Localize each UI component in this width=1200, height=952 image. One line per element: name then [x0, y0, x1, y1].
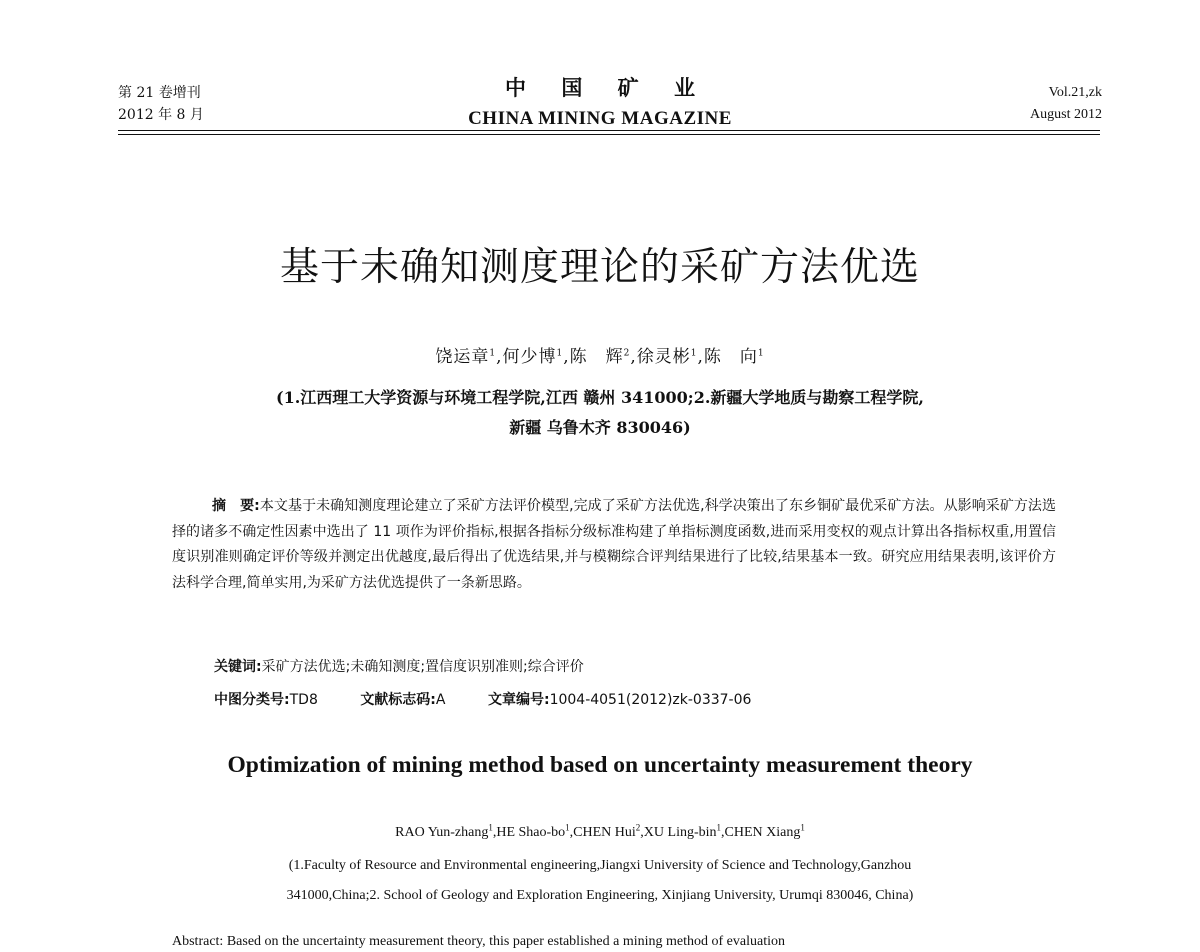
- article-no-value: 1004-4051(2012)zk-0337-06: [549, 692, 752, 708]
- date-cn: 2012 年 8 月: [118, 107, 204, 123]
- keywords-label: 关键词:: [214, 659, 262, 675]
- header-right: [1030, 82, 1102, 126]
- author-affil-mark: 1: [488, 822, 493, 833]
- keywords: [214, 656, 584, 676]
- author-affil-mark: 1: [716, 822, 722, 833]
- author-en: ,XU Ling-bin: [640, 825, 717, 840]
- author-affil-mark: 1: [565, 822, 570, 833]
- classification: [214, 689, 789, 709]
- author-affil-mark: 1: [489, 348, 497, 359]
- author: 饶运章: [435, 347, 490, 367]
- author-affil-mark: 1: [800, 822, 805, 833]
- author-en: ,CHEN Hui: [569, 825, 636, 840]
- affiliation-en-line: 341000,China;2. School of Geology and Exploration Engineering, Xinjiang University, Urumqi 830046, China): [286, 888, 914, 903]
- author: 徐灵彬: [636, 347, 691, 367]
- paper-title-en: Optimization of mining method based on uncertainty measurement theory: [227, 752, 973, 778]
- abstract-en-partial: Abstract: Based on the uncertainty measurement theory, this paper established a mining method of evaluation: [172, 934, 785, 949]
- keywords-text: 采矿方法优选;未确知测度;置信度识别准则;综合评价: [261, 659, 584, 675]
- volume-cn: 第 21 卷增刊: [118, 85, 201, 101]
- author-en: ,CHEN Xiang: [721, 825, 801, 840]
- author-en: RAO Yun-zhang: [395, 825, 489, 840]
- doc-code-label: 文献标志码:: [360, 692, 436, 708]
- author-affil-mark: 1: [690, 348, 698, 359]
- abstract-label: 摘 要:: [212, 498, 260, 514]
- author-affil-mark: 2: [623, 348, 631, 359]
- header-center: [0, 72, 1200, 130]
- header-rule-thin: [118, 134, 1100, 135]
- article-no-label: 文章编号:: [487, 692, 550, 708]
- author: 陈 向: [703, 347, 758, 367]
- paper-title-cn: 基于未确知测度理论的采矿方法优选: [279, 245, 920, 290]
- author-affil-mark: 2: [635, 822, 641, 833]
- header-rule-thick: [118, 130, 1100, 131]
- author-en: ,HE Shao-bo: [492, 825, 566, 840]
- abstract-text: 本文基于未确知测度理论建立了采矿方法评价模型,完成了采矿方法优选,科学决策出了东乡铜矿最优采矿方法。从影响采矿方法选择的诸多不确定性因素中选出了 11 项作为评价指标,根据各指标分级标准构建了单指标测度函数,进而采用变权的观点计算出各指标权重,用置信度识别准则确定评价等级并测定出优越度,最后得出了优选结果,并与模糊综合评判结果进行了比较,结果基本一致。研究应用结果表明,该评价方法科学合理,简单实用,为采矿方法优选提供了一条新思路。: [172, 498, 1056, 591]
- affiliation-en-line: (1.Faculty of Resource and Environmental engineering,Jiangxi University of Science and Technology,Ganzhou: [288, 858, 912, 873]
- author-affil-mark: 1: [757, 348, 765, 359]
- doc-code-value: A: [435, 692, 446, 708]
- affiliation-cn-line: 新疆 乌鲁木齐 830046): [509, 418, 691, 437]
- abstract-cn: [172, 494, 1056, 596]
- journal-name-cn: 中 国 矿 业: [505, 76, 709, 100]
- affiliation-cn-line: (1.江西理工大学资源与环境工程学院,江西 赣州 341000;2.新疆大学地质与勘察工程学院,: [276, 388, 924, 407]
- date-en: August 2012: [1030, 107, 1102, 122]
- journal-name-en: CHINA MINING MAGAZINE: [468, 108, 732, 129]
- clc-value: TD8: [289, 692, 318, 708]
- author: 何少博: [502, 347, 557, 367]
- volume-en: Vol.21,zk: [1048, 85, 1102, 100]
- author-affil-mark: 1: [556, 348, 564, 359]
- clc-label: 中图分类号:: [214, 692, 290, 708]
- affiliation-en: [160, 851, 1040, 911]
- authors-cn: 饶运章$^1$,何少博$^1$,陈 辉$^2$,徐灵彬$^1$,陈 向$^1$: [435, 347, 765, 367]
- affiliation-cn: [0, 383, 1200, 443]
- authors-en: [0, 822, 1200, 841]
- author: 陈 辉: [569, 347, 624, 367]
